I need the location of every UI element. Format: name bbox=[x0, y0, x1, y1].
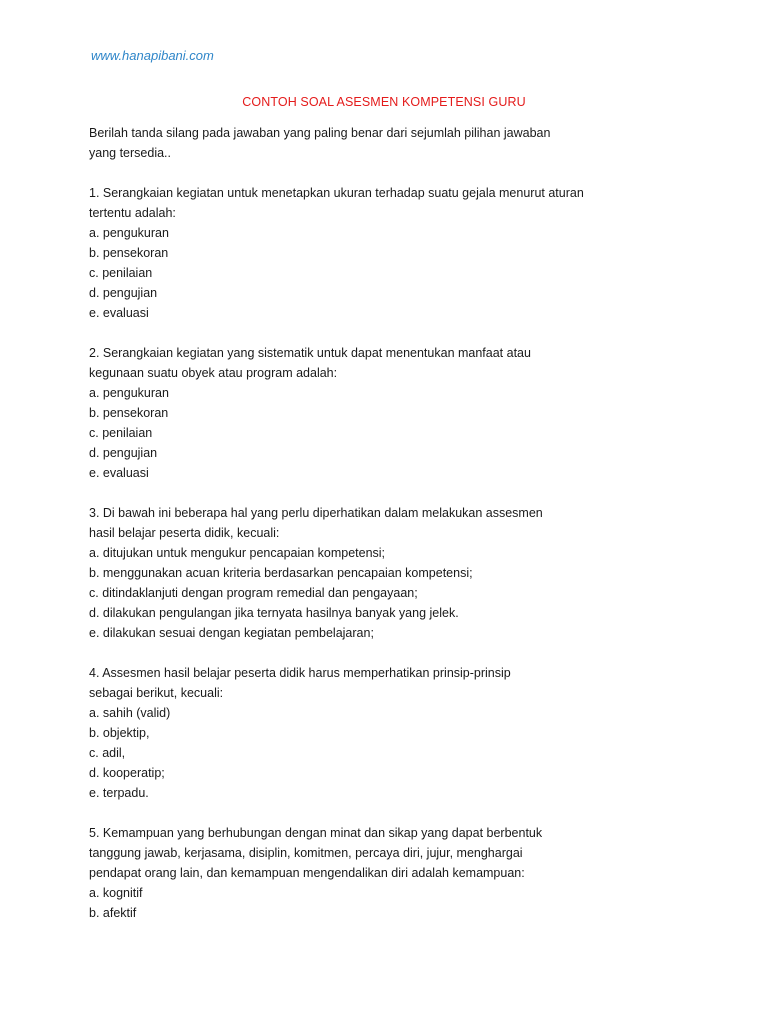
answer-option: d. pengujian bbox=[89, 446, 158, 460]
question-stem-line: sebagai berikut, kecuali: bbox=[89, 686, 224, 700]
answer-option: b. menggunakan acuan kriteria berdasarkan pencapaian kompetensi; bbox=[89, 566, 473, 580]
answer-option: e. evaluasi bbox=[89, 466, 149, 480]
question-4 bbox=[89, 663, 649, 803]
answer-option: a. kognitif bbox=[89, 886, 143, 900]
answer-option: d. pengujian bbox=[89, 286, 158, 300]
site-link[interactable]: www.hanapibani.com bbox=[91, 48, 214, 63]
answer-option: e. terpadu. bbox=[89, 786, 149, 800]
question-3 bbox=[89, 503, 649, 643]
answer-option: a. ditujukan untuk mengukur pencapaian kompetensi; bbox=[89, 546, 386, 560]
instructions-line: Berilah tanda silang pada jawaban yang paling benar dari sejumlah pilihan jawaban bbox=[89, 126, 551, 140]
answer-option: a. pengukuran bbox=[89, 226, 169, 240]
answer-option: d. dilakukan pengulangan jika ternyata hasilnya banyak yang jelek. bbox=[89, 606, 459, 620]
document-body bbox=[89, 123, 649, 943]
question-stem-line: 2. Serangkaian kegiatan yang sistematik untuk dapat menentukan manfaat atau bbox=[89, 346, 531, 360]
question-stem-line: tertentu adalah: bbox=[89, 206, 176, 220]
question-stem-line: tanggung jawab, kerjasama, disiplin, komitmen, percaya diri, jujur, menghargai bbox=[89, 846, 523, 860]
answer-option: a. pengukuran bbox=[89, 386, 169, 400]
answer-option: c. adil, bbox=[89, 746, 126, 760]
answer-option: a. sahih (valid) bbox=[89, 706, 171, 720]
question-stem-line: kegunaan suatu obyek atau program adalah: bbox=[89, 366, 338, 380]
question-stem-line: 4. Assesmen hasil belajar peserta didik harus memperhatikan prinsip-prinsip bbox=[89, 666, 511, 680]
question-5 bbox=[89, 823, 649, 923]
question-stem-line: 1. Serangkaian kegiatan untuk menetapkan ukuran terhadap suatu gejala menurut aturan bbox=[89, 186, 584, 200]
question-stem-line: hasil belajar peserta didik, kecuali: bbox=[89, 526, 280, 540]
question-stem-line: pendapat orang lain, dan kemampuan mengendalikan diri adalah kemampuan: bbox=[89, 866, 525, 880]
answer-option: c. penilaian bbox=[89, 266, 153, 280]
question-stem-line: 5. Kemampuan yang berhubungan dengan minat dan sikap yang dapat berbentuk bbox=[89, 826, 543, 840]
answer-option: e. evaluasi bbox=[89, 306, 149, 320]
answer-option: d. kooperatip; bbox=[89, 766, 165, 780]
answer-option: c. penilaian bbox=[89, 426, 153, 440]
answer-option: e. dilakukan sesuai dengan kegiatan pembelajaran; bbox=[89, 626, 374, 640]
question-1 bbox=[89, 183, 649, 323]
question-stem-line: 3. Di bawah ini beberapa hal yang perlu diperhatikan dalam melakukan assesmen bbox=[89, 506, 543, 520]
document-title: CONTOH SOAL ASESMEN KOMPETENSI GURU bbox=[242, 95, 526, 109]
answer-option: b. pensekoran bbox=[89, 246, 169, 260]
instructions-line: yang tersedia.. bbox=[89, 146, 171, 160]
answer-option: b. afektif bbox=[89, 906, 137, 920]
answer-option: b. pensekoran bbox=[89, 406, 169, 420]
answer-option: b. objektip, bbox=[89, 726, 150, 740]
question-2 bbox=[89, 343, 649, 483]
answer-option: c. ditindaklanjuti dengan program remedial dan pengayaan; bbox=[89, 586, 418, 600]
instructions bbox=[89, 123, 649, 163]
